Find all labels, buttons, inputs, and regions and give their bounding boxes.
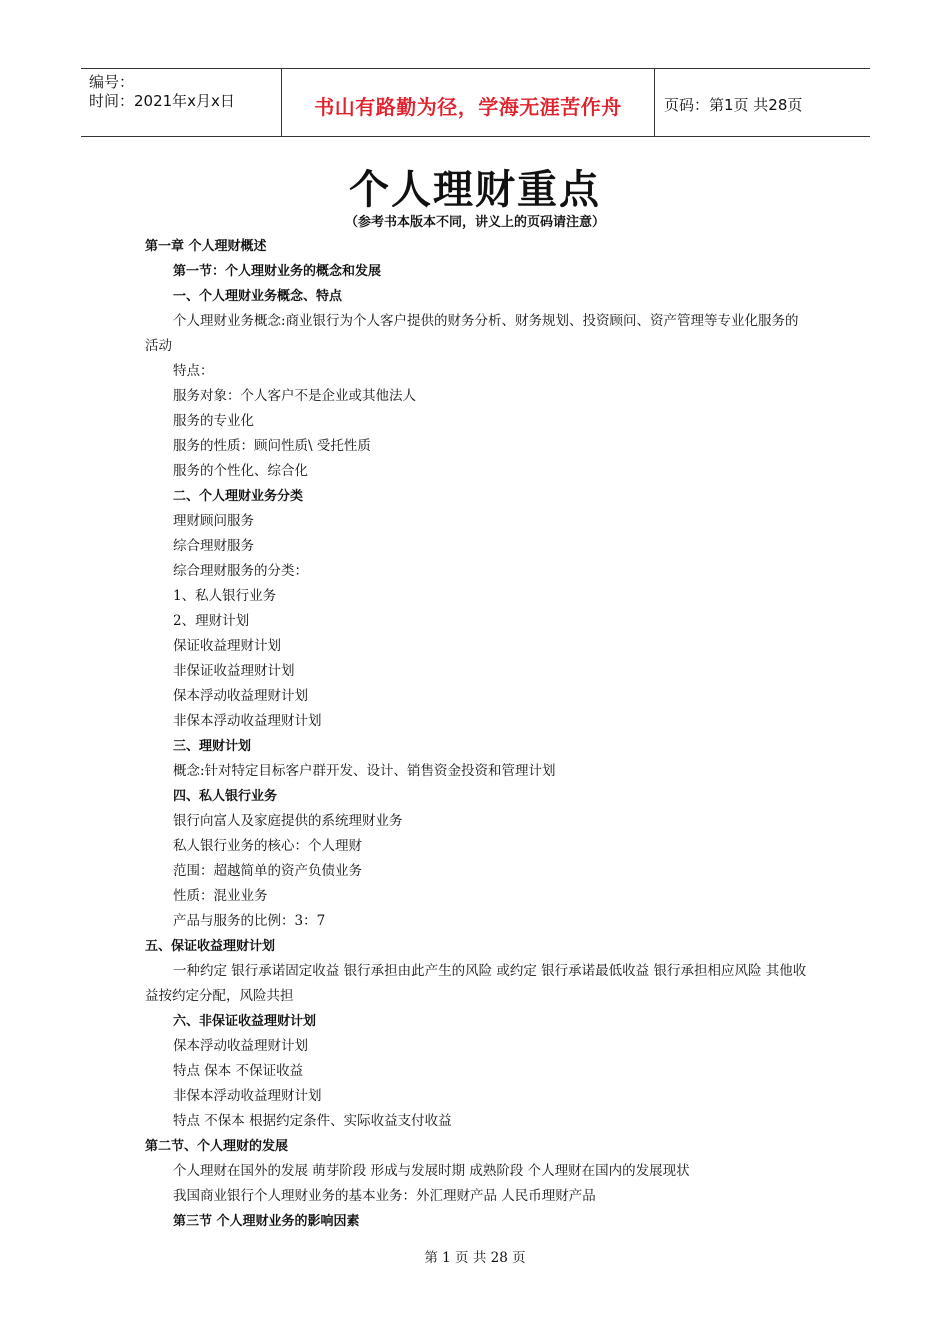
header-motto: 书山有路勤为径，学海无涯苦作舟 xyxy=(314,95,622,119)
section-heading: 第三节 个人理财业务的影响因素 xyxy=(173,1214,360,1229)
page-label: 页码：第1页 共28页 xyxy=(664,96,803,114)
section-heading: 第一节：个人理财业务的概念和发展 xyxy=(173,264,382,279)
paragraph: 一种约定 银行承诺固定收益 银行承担由此产生的风险 或约定 银行承诺最低收益 银行承担相应风险 其他收益按约定分配，风险共担 xyxy=(145,963,807,1004)
text-line: 保本浮动收益理财计划 xyxy=(173,688,308,704)
text-line: 我国商业银行个人理财业务的基本业务：外汇理财产品 人民币理财产品 xyxy=(173,1188,596,1204)
subsection-heading: 四、私人银行业务 xyxy=(173,789,278,804)
header-divider xyxy=(654,69,655,136)
text-line: 非保本浮动收益理财计划 xyxy=(173,713,322,729)
text-line: 综合理财服务的分类： xyxy=(173,563,308,579)
text-line: 银行向富人及家庭提供的系统理财业务 xyxy=(173,813,403,829)
text-line: 性质：混业业务 xyxy=(173,888,268,904)
text-line: 产品与服务的比例：3：7 xyxy=(173,913,326,929)
header-divider xyxy=(281,69,282,136)
text-line: 私人银行业务的核心：个人理财 xyxy=(173,838,362,854)
number-label: 编号： xyxy=(89,73,135,91)
text-line: 服务对象：个人客户不是企业或其他法人 xyxy=(173,388,416,404)
chapter-heading: 第一章 个人理财概述 xyxy=(145,239,267,254)
text-line: 概念:针对特定目标客户群开发、设计、销售资金投资和管理计划 xyxy=(173,763,556,779)
subsection-heading: 二、个人理财业务分类 xyxy=(173,489,304,504)
page-footer: 第 1 页 共 28 页 xyxy=(424,1250,526,1266)
text-line: 1、私人银行业务 xyxy=(173,588,277,604)
subsection-heading: 六、非保证收益理财计划 xyxy=(173,1014,317,1029)
text-line: 范围：超越简单的资产负债业务 xyxy=(173,863,362,879)
text-line: 特点 不保本 根据约定条件、实际收益支付收益 xyxy=(173,1113,452,1129)
text-line: 服务的专业化 xyxy=(173,413,254,429)
text-line: 2、理财计划 xyxy=(173,613,250,629)
time-label: 时间：2021年x月x日 xyxy=(89,92,235,110)
subsection-heading: 三、理财计划 xyxy=(173,739,252,754)
paragraph: 个人理财业务概念:商业银行为个人客户提供的财务分析、财务规划、投资顾问、资产管理等专业化服务的活动 xyxy=(145,313,799,354)
text-line: 特点 保本 不保证收益 xyxy=(173,1063,304,1079)
text-line: 特点： xyxy=(173,363,214,379)
text-line: 理财顾问服务 xyxy=(173,513,254,529)
text-line: 服务的个性化、综合化 xyxy=(173,463,308,479)
text-line: 个人理财在国外的发展 萌芽阶段 形成与发展时期 成熟阶段 个人理财在国内的发展现状 xyxy=(173,1163,690,1179)
section-heading: 第二节、个人理财的发展 xyxy=(145,1139,289,1154)
subsection-heading: 一、个人理财业务概念、特点 xyxy=(173,289,343,304)
text-line: 服务的性质：顾问性质\ 受托性质 xyxy=(173,438,371,454)
page-title: 个人理财重点 xyxy=(349,166,601,213)
page-header xyxy=(81,68,870,137)
text-line: 综合理财服务 xyxy=(173,538,254,554)
text-line: 非保本浮动收益理财计划 xyxy=(173,1088,322,1104)
subsection-heading: 五、保证收益理财计划 xyxy=(145,939,276,954)
page-subtitle: （参考书本版本不同，讲义上的页码请注意） xyxy=(344,215,605,230)
text-line: 保本浮动收益理财计划 xyxy=(173,1038,308,1054)
text-line: 保证收益理财计划 xyxy=(173,638,281,654)
text-line: 非保证收益理财计划 xyxy=(173,663,295,679)
document-body xyxy=(145,234,810,1234)
